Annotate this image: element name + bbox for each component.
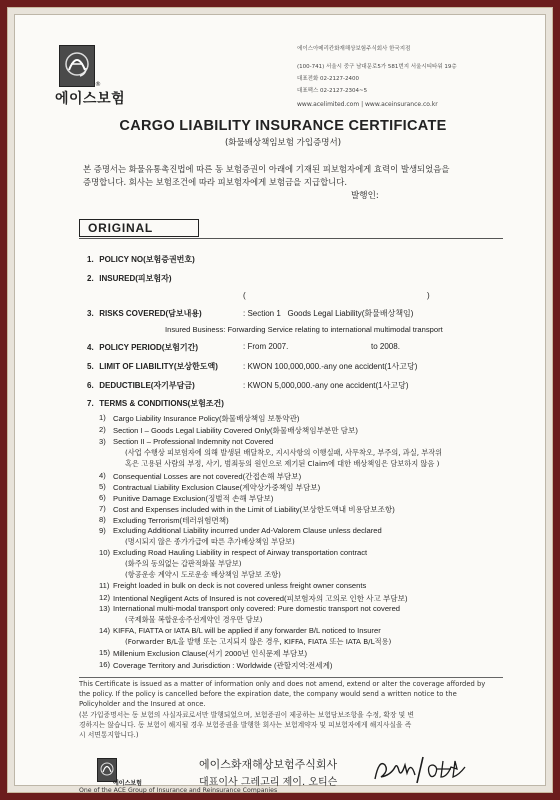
footer-ceo: 대표이사 그레고리 제이. 오티슨 [199, 777, 338, 788]
term-item: 13) International multi-modal transport only covered: Pure domestic transport not covered [99, 604, 401, 613]
term-note: (화주의 동의없는 갑판적화물 부담보) [125, 559, 242, 568]
term-item: 8) Excluding Terrorism(테러위험면책) [99, 515, 229, 525]
header-web: www.acelimited.com | www.aceinsurance.co.kr [297, 101, 438, 108]
divider [79, 238, 503, 239]
notice-ko-3: 시 서면통지합니다.) [79, 731, 139, 739]
insured-business: Insured Business: Forwarding Service relating to international multimodal transport [165, 325, 443, 334]
deductible-value: : KWON 5,000,000.-any one accident(1사고당) [243, 381, 409, 390]
field-policy-no: 1. POLICY NO(보험증권번호) [87, 255, 195, 264]
term-note: (항공운송 계약시 도로운송 배상책임 부담보 조항) [125, 570, 281, 579]
insured-paren-close: ) [427, 291, 430, 300]
notice-en-2: the policy. If the policy is cancelled before the expiration date, the company would send a written notice to the [79, 690, 457, 698]
term-item: 6) Punitive Damage Exclusion(징벌적 손해 부담보) [99, 493, 274, 503]
intro-text [83, 163, 503, 189]
term-item: 14) KIFFA, FIATTA or IATA B/L will be applied if any forwarder B/L noticed to Insurer [99, 626, 381, 635]
insured-paren-open: ( [243, 291, 246, 300]
term-item: 10) Excluding Road Hauling Liability in respect of Airway transportation contract [99, 548, 368, 557]
limit-value: : KWON 100,000,000.-any one accident(1사고당) [243, 362, 418, 371]
risks-section: : Section 1 Goods Legal Liability(화물배상책임) [243, 309, 414, 318]
term-note: 혹은 고용된 사람의 부정, 사기, 범죄등의 원인으로 제기된 Claim에 대한 배상책임은 담보하지 않음 ) [125, 459, 440, 468]
field-policy-period: 4. POLICY PERIOD(보험기간) [87, 343, 199, 352]
field-insured: 2. INSURED(피보험자) [87, 274, 172, 283]
issuer-label: 발행인: [351, 191, 379, 201]
header-tel: 대표전화 02-2127-2400 [297, 76, 359, 82]
term-item: 2) Section I – Goods Legal Liability Covered Only(화물배상책임부분만 담보) [99, 425, 358, 435]
header-company: 에이스아메리칸화재해상보험주식회사 한국지점 [297, 46, 411, 52]
header-address: (100-741) 서울시 중구 남대문로5가 581번지 서울시티타워 19층 [297, 64, 457, 70]
term-item: 7) Cost and Expenses included with in the Limit of Liability(보상한도액내 비용담보조항) [99, 504, 395, 514]
term-item: 16) Coverage Territory and Jurisdiction : Worldwide (관할지역:전세계) [99, 660, 333, 670]
certificate-title: CARGO LIABILITY INSURANCE CERTIFICATE [119, 118, 447, 134]
certificate-subtitle: (화물배상책임보험 가입증명서) [224, 138, 342, 148]
field-risks-covered: 3. RISKS COVERED(담보내용) [87, 309, 202, 318]
term-note: (사업 수행상 피보험자에 의해 발생된 배달착오, 지시사항의 이행실패, 사무착오, 부주의, 과실, 부작위 [125, 448, 443, 457]
divider [79, 677, 503, 678]
term-note: (국제화물 복합운송주선계약인 경우만 담보) [125, 615, 263, 624]
footer-group: One of the ACE Group of Insurance and Reinsurance Companies [79, 787, 278, 794]
original-stamp: ORIGINAL [79, 219, 199, 237]
term-item: 11) Freight loaded in bulk on deck is not covered unless freight owner consents [99, 581, 367, 590]
intro-line-2: 증명합니다. 회사는 보험조건에 따라 피보험자에게 보험금을 지급합니다. [83, 177, 348, 187]
notice-en-1: This Certificate is issued as a matter of information only and does not amend, extend or alter the coverage afforded by [79, 680, 486, 688]
frame-mat [7, 7, 553, 793]
field-limit-of-liability: 5. LIMIT OF LIABILITY(보상한도액) [87, 362, 218, 371]
term-note: (명시되지 않은 종가가급에 따른 추가배상책임 부담보) [125, 537, 295, 546]
field-terms: 7. TERMS & CONDITIONS(보험조건) [87, 399, 224, 408]
term-item: 9) Excluding Additional Liability incurred under Ad-Valorem Clause unless declared [99, 526, 382, 535]
registered-mark: ® [95, 81, 101, 88]
notice-ko-2: 경하지는 않습니다. 동 보험이 해지될 경우 보험증권을 발행한 회사는 보험계약자 및 피보험자에게 해지사실을 즉 [79, 721, 412, 729]
signature [371, 753, 471, 791]
period-to: to 2008. [371, 342, 400, 351]
notice-ko-1: (본 가입증명서는 동 보험의 사실자료로서만 발행되었으며, 보험증권이 제공하는 보험담보조항을 수정, 확장 및 변 [79, 711, 414, 719]
ace-logo [59, 45, 95, 87]
field-deductible: 6. DEDUCTIBLE(자기부담금) [87, 381, 195, 390]
term-item: 3) Section II – Professional Indemnity not Covered [99, 437, 274, 446]
term-note: (Forwarder B/L을 발행 또는 고지되지 않은 경우, KIFFA, FIATA 또는 IATA B/L적용) [125, 637, 392, 646]
term-item: 12) Intentional Negligent Acts of Insured is not covered(피보험자의 고의로 인한 사고 부담보) [99, 593, 408, 603]
footer-brand: 에이스보험 [113, 780, 142, 787]
term-item: 5) Contractual Liability Exclusion Clause(계약상가중책임 부담보) [99, 482, 321, 492]
term-item: 4) Consequential Losses are not covered(간접손해 부담보) [99, 471, 302, 481]
term-item: 1) Cargo Liability Insurance Policy(화물배상책임 보통약관) [99, 413, 300, 423]
intro-line-1: 본 증명서는 화물유통촉진법에 따른 동 보험증권이 아래에 기재된 피보험자에게 효력이 발생되었음을 [83, 164, 450, 174]
footer-company-name: 에이스화재해상보험주식회사 [199, 758, 338, 771]
period-from: : From 2007. [243, 342, 289, 351]
header-fax: 대표팩스 02-2127-2304~5 [297, 88, 368, 94]
term-item: 15) Millenium Exclusion Clause(서기 2000년 인식문제 부담보) [99, 648, 308, 658]
certificate-page [14, 14, 546, 794]
notice-en-3: Policyholder and the Insured at once. [79, 700, 206, 708]
brand-name: 에이스보험 [55, 91, 126, 107]
